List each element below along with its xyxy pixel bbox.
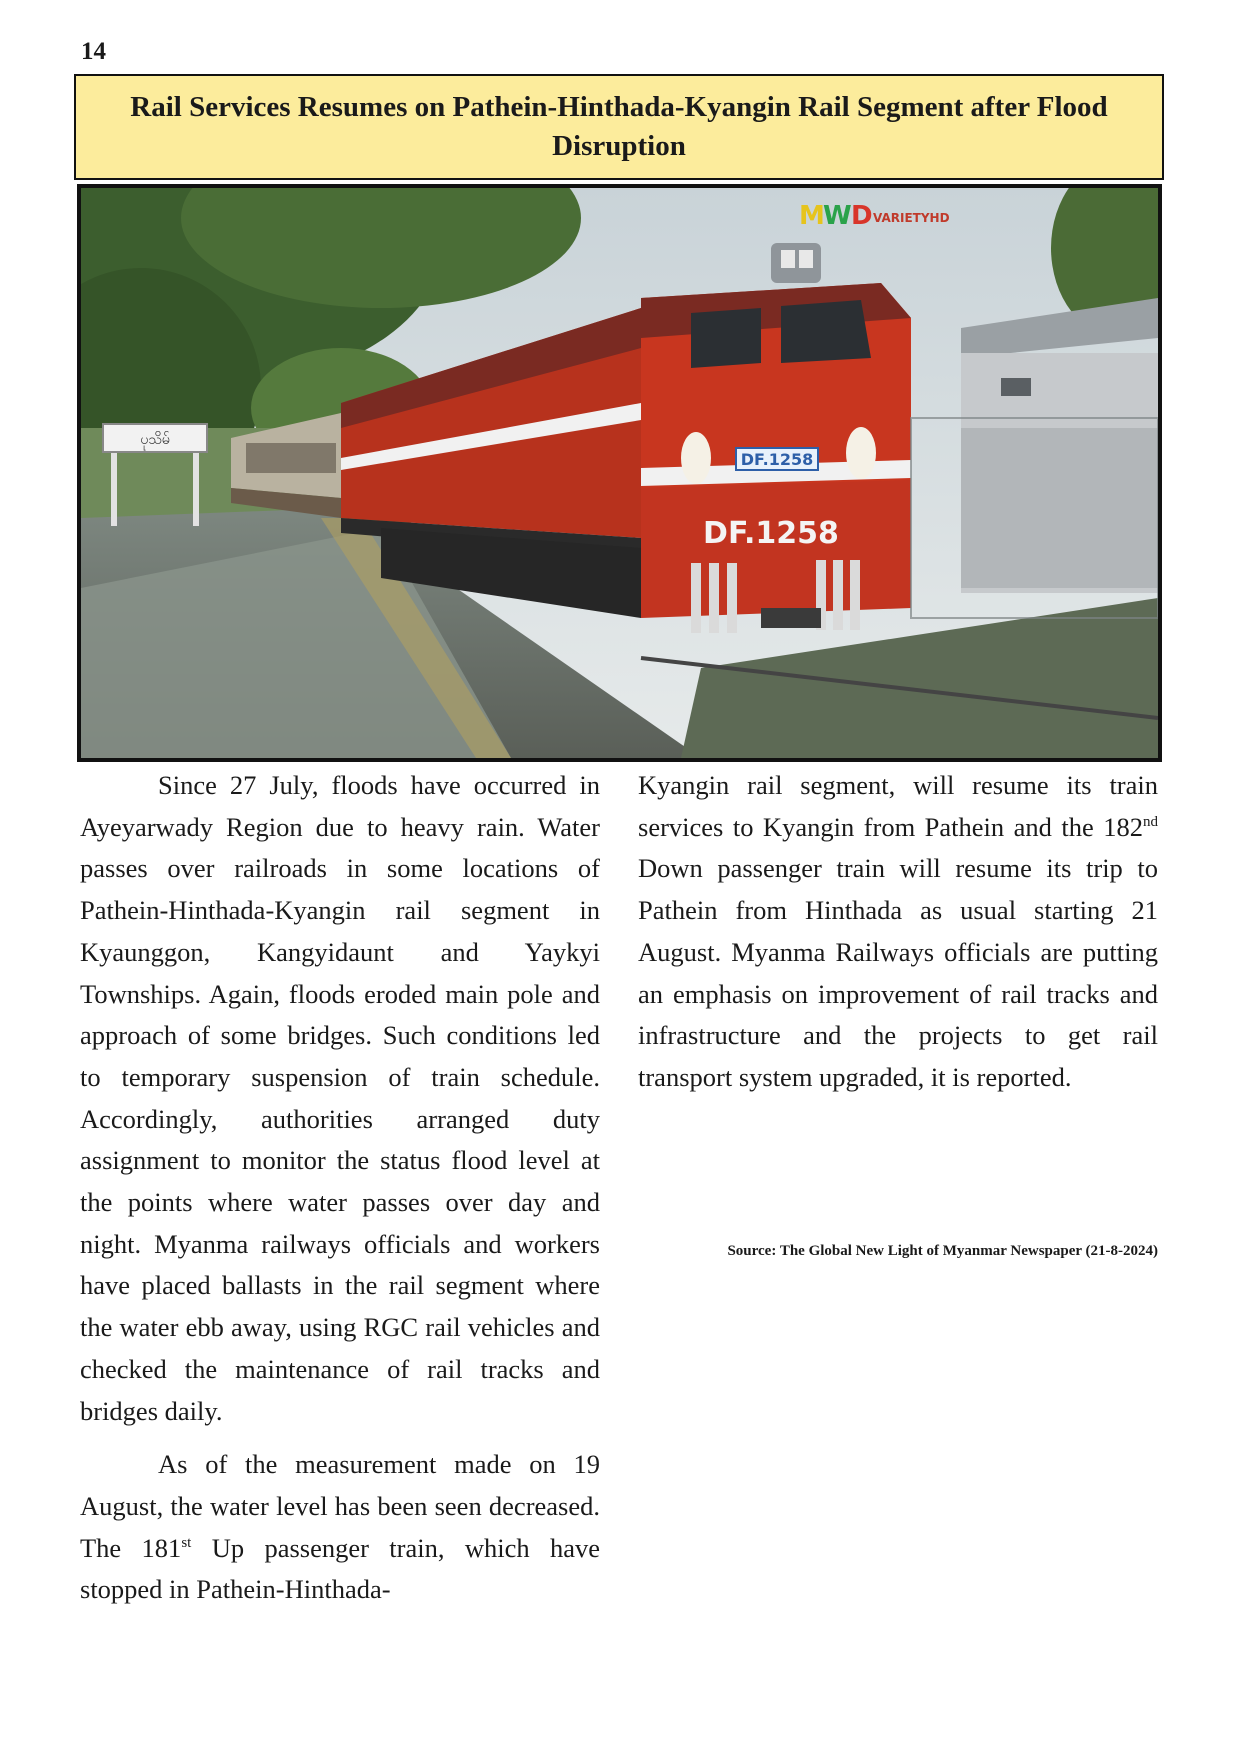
- article-paragraph-2: [80, 1444, 600, 1611]
- watermark-letter-m: M: [799, 201, 825, 231]
- article-source-credit: Source: The Global New Light of Myanmar Newspaper (21-8-2024): [727, 1243, 1158, 1259]
- ordinal-suffix-nd: nd: [1143, 813, 1158, 830]
- article-paragraph-3: [638, 765, 1158, 1099]
- paragraph-3-text-a: Kyangin rail segment, will resume its train services to Kyangin from Pathein and the 182: [638, 770, 1158, 842]
- article-photo: [77, 184, 1162, 762]
- locomotive-number-plate: DF.1258: [740, 450, 814, 469]
- page-number: 14: [81, 38, 106, 65]
- watermark-letter-d: D: [851, 201, 873, 231]
- paragraph-3-text-b: Down passenger train will resume its trip to Pathein from Hinthada as usual starting 21 August. Myanma Railways officials are putting an emphasis on improvement of rail tracks and infrastructure and the projects to get rail transport system upgraded, it is reported.: [638, 853, 1158, 1092]
- article-column-right: [638, 765, 1158, 1099]
- paragraph-2-text-b: Up passenger train, which have stopped in Pathein-Hinthada-: [80, 1532, 600, 1605]
- station-sign-text: ပုသိမ်: [140, 432, 170, 448]
- paragraph-2-text-a: As of the measurement made on 19 August, the water level has been seen decreased. The 181: [80, 1449, 600, 1563]
- article-column-left: [80, 765, 600, 1611]
- article-title: Rail Services Resumes on Pathein-Hinthada-Kyangin Rail Segment after Flood Disruption: [74, 74, 1164, 180]
- locomotive-number-painted: DF.1258: [703, 516, 839, 551]
- ordinal-suffix-st: st: [181, 1534, 192, 1551]
- watermark-suffix: VARIETYHD: [873, 211, 950, 225]
- train-photo-illustration: [81, 188, 1158, 758]
- article-paragraph-1: Since 27 July, floods have occurred in Ayeyarwady Region due to heavy rain. Water passes over railroads in some locations of Pathein-Hinthada-Kyangin rail segment in Kyaunggon, Kangyidaunt and Yaykyi Townships. Again, floods eroded main pole and approach of some bridges. Such conditions led to temporary suspension of train schedule. Accordingly, authorities arranged duty assignment to monitor the status flood level at the points where water passes over day and night. Myanma railways officials and workers have placed ballasts in the rail segment where the water ebb away, using RGC rail vehicles and checked the maintenance of rail tracks and bridges daily.: [80, 770, 600, 1426]
- watermark-letter-w: W: [823, 201, 852, 231]
